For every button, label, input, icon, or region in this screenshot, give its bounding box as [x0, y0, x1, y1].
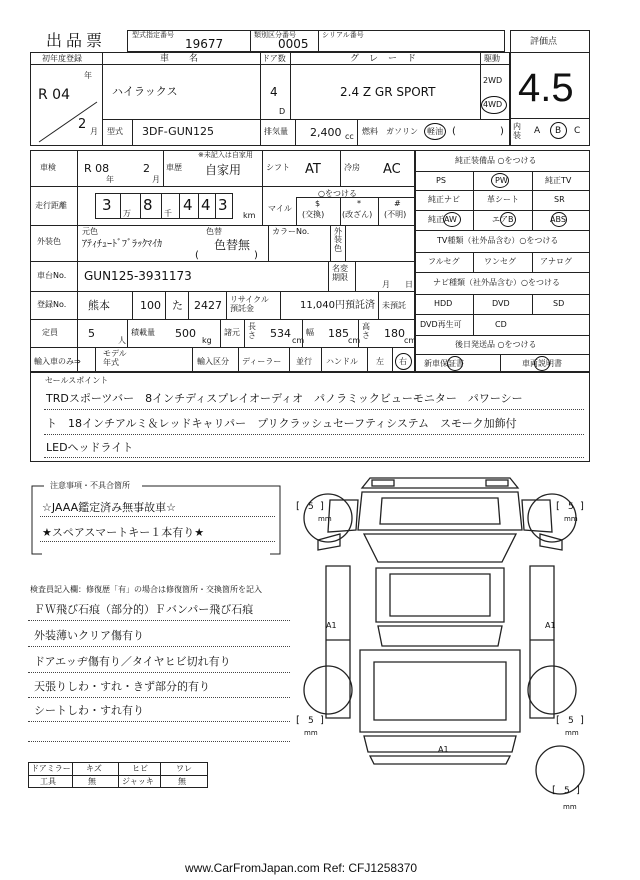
tire-fr-value: 5: [568, 502, 574, 512]
color-paren-open: (: [195, 250, 199, 261]
tire-spare-unit: mm: [563, 803, 577, 811]
interior-a: A: [534, 126, 541, 136]
docs-warranty: 新車保証書: [424, 359, 464, 368]
inspection-year-unit: 年: [106, 175, 114, 184]
tire-rl-value: 5: [308, 716, 314, 726]
displacement-unit: cc: [345, 132, 354, 141]
first-reg-label: 初年度登録: [42, 54, 82, 63]
docs-manual: 車両説明書: [522, 359, 562, 368]
equip-sr: SR: [554, 195, 565, 204]
mileage-digit-3: 4: [183, 196, 193, 214]
header-id-strip: [127, 30, 505, 52]
inspection-label: 車検: [40, 163, 56, 172]
tire-rl-bracket-close: ]: [320, 715, 324, 726]
serial-label: シリアル番号: [322, 31, 364, 39]
history-value: 自家用: [205, 163, 242, 177]
sheet-title: 出品票: [46, 31, 107, 50]
car-diagram: [290, 470, 590, 815]
inspector-line-2: 外装薄いクリア傷有り: [34, 629, 144, 642]
inspection-month: 2: [143, 162, 150, 175]
recycle-unpaid: 未預託: [382, 301, 406, 310]
import-parallel: 並行: [296, 357, 312, 366]
drive-4wd-circle: [481, 96, 507, 114]
interior-c: C: [574, 126, 581, 136]
equip-navi: 純正ナビ: [428, 195, 460, 204]
history-label: 車歴: [166, 163, 182, 172]
tire-spare-value: 5: [564, 786, 570, 796]
width-value: 185: [328, 327, 349, 340]
capacity-label: 定員: [42, 328, 58, 337]
first-reg-era: R 04: [38, 87, 70, 103]
load-label: 積載量: [131, 328, 155, 337]
tire-fl-unit: mm: [318, 515, 332, 523]
load-unit: kg: [202, 336, 212, 345]
equip-aw-circle: [443, 212, 461, 227]
recycle-label: リサイクル預託金: [230, 295, 269, 313]
first-reg-month-unit: 月: [90, 127, 98, 136]
name-change-label: 名変期限: [332, 264, 348, 282]
fuel-label: 燃料: [362, 127, 378, 136]
reg-kana: た: [172, 299, 183, 312]
model-designation-value: 19677: [185, 37, 224, 51]
tv-header: TV種類（社外品含む）○をつける: [437, 236, 559, 245]
equip-pw: PW: [495, 176, 508, 185]
capacity-unit: 人: [118, 336, 126, 345]
legend-h-broken: ワレ: [176, 764, 192, 773]
legend-h-mirror: ドアミラー: [31, 764, 71, 773]
first-reg-diagonal: [35, 100, 100, 144]
grade-label: グレード: [350, 54, 427, 64]
color-original-label: 元色: [82, 227, 98, 236]
score-label: 評価点: [530, 37, 558, 47]
color-paren-close: ): [254, 250, 258, 261]
meter-check-note: ○をつける: [318, 189, 357, 198]
meter-exchange-sym: $: [315, 199, 321, 208]
tire-rr-unit: mm: [565, 729, 579, 737]
reg-number: 2427: [194, 299, 222, 312]
note-line-1: ☆JAAA鑑定済み無事故車☆: [42, 501, 176, 514]
legend-tools: 工具: [40, 777, 56, 786]
tv-analog: アナログ: [540, 257, 572, 266]
first-reg-month: 2: [78, 117, 87, 132]
doors-sub: D: [279, 107, 286, 116]
meter-unknown: (不明): [384, 210, 407, 219]
tire-rl-bracket-open: [: [296, 715, 300, 726]
sales-points-label: セールスポイント: [45, 376, 109, 385]
import-label: 輸入車のみ⇒: [34, 357, 81, 366]
drive-4wd: 4WD: [483, 100, 503, 109]
notes-bracket: [30, 478, 285, 558]
ac-label: 冷房: [344, 163, 360, 172]
capacity-value: 5: [88, 327, 95, 340]
inspection-value: R 08: [84, 162, 110, 175]
grade-value: 2.4 Z GR SPORT: [340, 85, 436, 99]
legend-h-crack: ヒビ: [132, 764, 148, 773]
damage-mark-rear: A1: [438, 745, 449, 754]
type-label: 型式: [107, 127, 123, 136]
tv-fullseg: フルセグ: [428, 257, 460, 266]
length-value: 534: [270, 327, 291, 340]
mileage-man: 万: [123, 209, 131, 218]
legend-jack: ジャッキ: [122, 777, 154, 786]
color-no-label: カラーNo.: [272, 227, 310, 236]
doors-value: 4: [270, 85, 278, 99]
dimensions-label: 諸元: [224, 328, 240, 337]
fuel-diesel: 軽油: [427, 127, 443, 136]
tire-fr-bracket-open: [: [556, 501, 560, 512]
legend-h-scratch: キズ: [86, 764, 102, 773]
height-label: 高さ: [362, 322, 370, 340]
mileage-unit: km: [243, 211, 256, 220]
mileage-sen: 千: [164, 209, 172, 218]
score-value: 4.5: [518, 66, 574, 110]
meter-tamper-sym: *: [357, 199, 361, 208]
reg-area: 熊本: [88, 299, 110, 312]
handle-right-circle: [395, 353, 412, 370]
model-designation-label: 型式指定番号: [132, 31, 174, 39]
inspector-line-1: ＦＷ飛び石痕（部分的）Ｆバンパー飛び石痕: [34, 603, 254, 616]
equip-ps: PS: [436, 176, 446, 185]
tire-rr-bracket-close: ]: [580, 715, 584, 726]
interior-b: B: [555, 126, 562, 136]
equip-abs-circle: [551, 212, 567, 227]
handle-left: 左: [376, 357, 384, 366]
genuine-header: 純正装備品 ○をつける: [455, 156, 537, 165]
color-current-value: 色替無: [214, 238, 251, 252]
sales-point-line-3: LEDヘッドライト: [46, 441, 134, 454]
color-current-label: 色替: [206, 227, 222, 236]
mileage-digit-4: 4: [201, 196, 211, 214]
inspector-line-5: シートしわ・すれ有り: [34, 704, 144, 717]
meter-unknown-sym: #: [394, 199, 401, 208]
navi-dvd: DVD: [492, 299, 510, 308]
height-value: 180: [384, 327, 405, 340]
equip-airbag-circle: [500, 212, 516, 227]
tire-spare-bracket-close: ]: [576, 785, 580, 796]
doors-label: ドア数: [262, 54, 286, 63]
navi-sd: SD: [553, 299, 565, 308]
interior-b-circle: [550, 122, 567, 139]
width-unit: cm: [348, 336, 361, 345]
tire-spare-bracket-open: [: [552, 785, 556, 796]
damage-mark-left: A1: [326, 621, 337, 630]
navi-dvd-play: DVD再生可: [420, 320, 462, 329]
displacement-label: 排気量: [264, 127, 288, 136]
inspection-month-unit: 月: [152, 175, 160, 184]
handle-right: 右: [399, 357, 407, 366]
car-name-value: ハイラックス: [112, 85, 178, 98]
chassis-value: GUN125-3931173: [84, 269, 192, 283]
handle-label: ハンドル: [326, 357, 358, 366]
docs-manual-circle: [534, 356, 550, 371]
mileage-label: 走行距離: [35, 201, 67, 210]
tire-fr-bracket-close: ]: [580, 501, 584, 512]
tire-fl-bracket-open: [: [296, 501, 300, 512]
tv-oneseg: ワンセグ: [484, 257, 516, 266]
drive-label: 駆動: [484, 54, 500, 63]
tire-fl-value: 5: [308, 502, 314, 512]
first-reg-year-unit: 年: [84, 71, 92, 80]
equip-abs: ABS: [550, 215, 566, 224]
history-note: ※未記入は自家用: [198, 151, 253, 159]
sales-point-line-2: ト 18インチアルミ＆レッドキャリパー プリクラッシュセーフティシステム スモーク加飾付: [46, 417, 517, 430]
tire-fl-bracket-close: ]: [320, 501, 324, 512]
equip-leather: 革シート: [487, 195, 519, 204]
note-line-2: ★スペアスマートキー１本有り★: [42, 526, 205, 539]
mileage-digit-1: 3: [102, 196, 112, 214]
name-change-day: 日: [405, 280, 413, 289]
inspector-line-4: 天張りしわ・すれ・きず部分的有り: [34, 680, 210, 693]
equip-aw: 純正AW: [428, 215, 457, 224]
navi-hdd: HDD: [434, 299, 453, 308]
reg-label: 登録No.: [37, 300, 67, 309]
name-change-month: 月: [382, 280, 390, 289]
import-type-label: 輸入区分: [197, 357, 229, 366]
shift-label: シフト: [266, 163, 290, 172]
notes-label: 注意事項・不具合箇所: [50, 481, 130, 490]
inspector-label: 検査員記入欄：修復歴「有」の場合は修復箇所・交換箇所を記入: [30, 585, 262, 594]
docs-warranty-circle: [447, 356, 463, 371]
height-unit: cm: [404, 336, 417, 345]
model-year-label: モデル年式: [103, 349, 127, 367]
equip-airbag: エアB: [492, 215, 514, 224]
displacement-value: 2,400: [310, 126, 342, 139]
legend-jack-value: 無: [178, 777, 186, 786]
color-original-value: ｱﾃｨﾁｭｰﾄﾞﾌﾞﾗｯｸﾏｲｶ: [82, 239, 162, 250]
recycle-value: 11,040円預託済: [300, 300, 375, 311]
interior-label: 内装: [513, 122, 521, 140]
footer-ref: www.CarFromJapan.com Ref: CFJ1258370: [185, 861, 418, 875]
legend-tools-value: 無: [88, 777, 96, 786]
docs-header: 後日発送品 ○をつける: [455, 340, 537, 349]
fuel-paren: (: [452, 126, 456, 137]
category-value: 0005: [278, 37, 309, 51]
sales-point-line-1: TRDスポーツバー 8インチディスプレイオーディオ パノラミックビューモニター パワーシー: [46, 392, 523, 405]
ac-value: AC: [383, 162, 401, 177]
reg-class: 100: [140, 299, 161, 312]
import-dealer: ディーラー: [242, 357, 282, 366]
equip-tv: 純正TV: [545, 176, 572, 185]
fuel-paren-close: ): [500, 126, 504, 137]
shift-value: AT: [305, 162, 321, 177]
drive-2wd: 2WD: [483, 76, 503, 85]
width-label: 幅: [306, 328, 314, 337]
load-value: 500: [175, 327, 196, 340]
length-unit: cm: [292, 336, 305, 345]
inspector-line-3: ドアエッヂ傷有り／タイヤヒビ切れ有り: [34, 655, 231, 668]
fuel-diesel-circle: [424, 123, 446, 140]
navi-cd: CD: [495, 320, 507, 329]
damage-mark-right: A1: [545, 621, 556, 630]
meter-tamper: (改ざん): [342, 210, 373, 219]
type-value: 3DF-GUN125: [142, 125, 214, 138]
mileage-digit-2: 8: [143, 196, 153, 214]
tire-rr-bracket-open: [: [556, 715, 560, 726]
category-label: 類別区分番号: [254, 31, 296, 39]
meter-exchange: (交換): [302, 210, 325, 219]
navi-header: ナビ種類（社外品含む）○をつける: [433, 278, 560, 287]
length-label: 長さ: [248, 322, 256, 340]
equipment-side-label: 外装色: [334, 227, 342, 253]
fuel-gasoline: ガソリン: [386, 127, 418, 136]
color-label: 外装色: [37, 237, 61, 246]
chassis-label: 車台No.: [37, 271, 67, 280]
tire-rr-value: 5: [568, 716, 574, 726]
mile-label: マイル: [268, 204, 292, 213]
equip-pw-circle: [491, 173, 509, 188]
tire-rl-unit: mm: [304, 729, 318, 737]
car-name-label: 車名: [160, 54, 219, 64]
mileage-digit-5: 3: [218, 196, 228, 214]
tire-fr-unit: mm: [564, 515, 578, 523]
